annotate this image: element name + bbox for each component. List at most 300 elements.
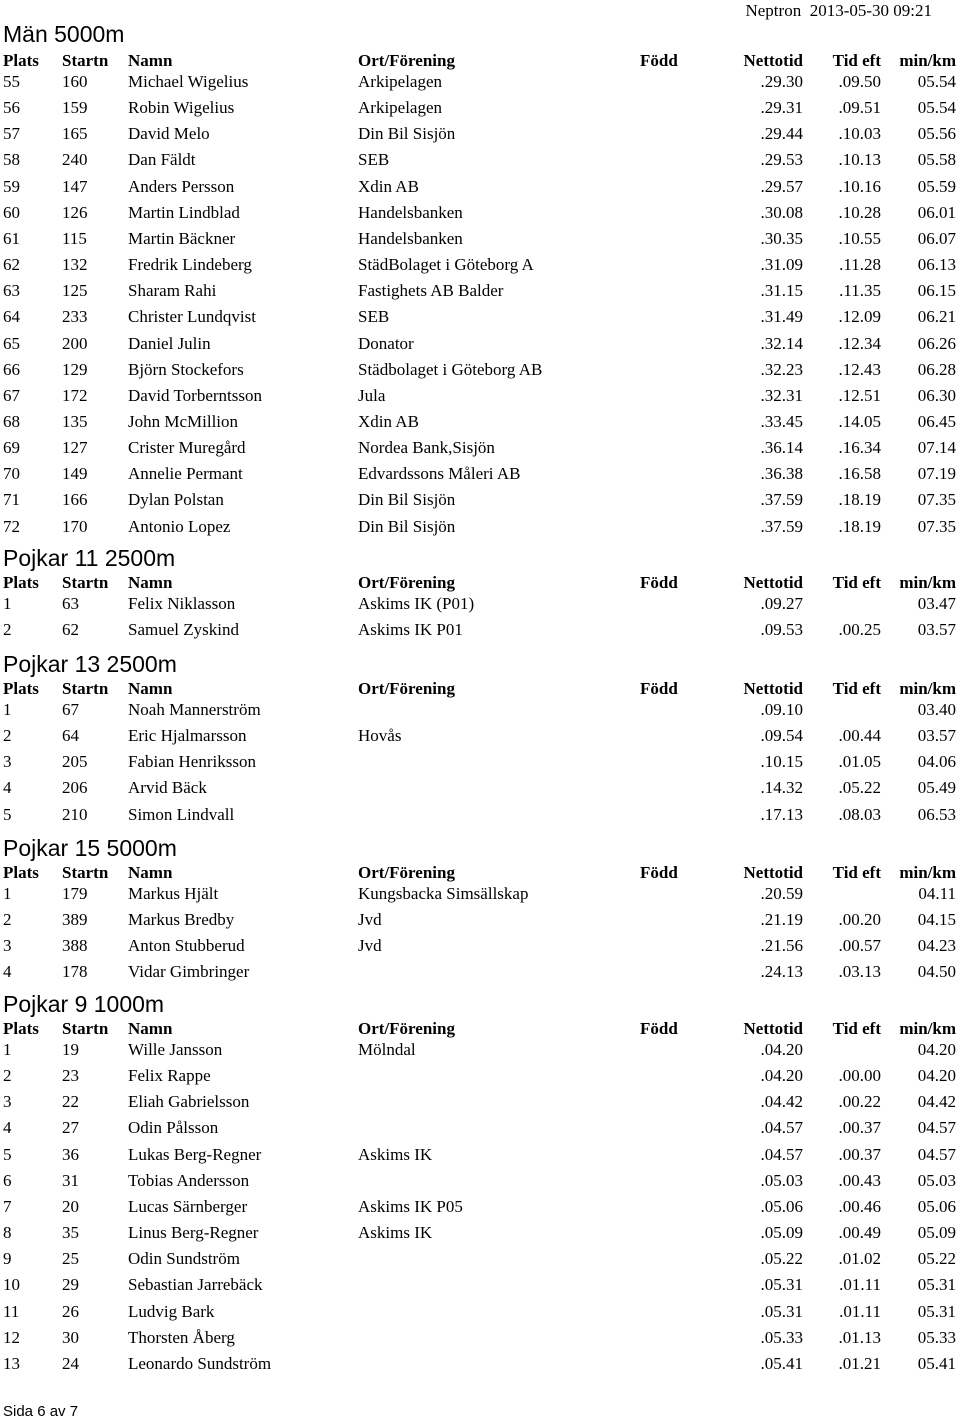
- cell-namn: Dan Fäldt: [128, 150, 196, 170]
- cell-ort: Handelsbanken: [358, 228, 463, 248]
- column-header-ort: Ort/Förening: [358, 863, 455, 882]
- column-header-netto: Nettotid: [743, 51, 803, 70]
- column-header-namn: Namn: [128, 51, 173, 70]
- cell-tideft: .08.03: [838, 804, 881, 824]
- cell-tideft: .11.28: [839, 255, 881, 275]
- cell-startn: 62: [62, 620, 79, 640]
- cell-namn: Fredrik Lindeberg: [128, 255, 252, 275]
- cell-tideft: .01.02: [838, 1249, 881, 1269]
- result-row: [0, 591, 960, 617]
- cell-tideft: .00.44: [838, 726, 881, 746]
- cell-minkm: 05.49: [917, 778, 956, 798]
- column-header-tideft: Tid eft: [832, 679, 881, 698]
- cell-startn: 165: [62, 124, 88, 144]
- cell-plats: 2: [3, 726, 12, 746]
- cell-netto: .09.27: [760, 594, 803, 613]
- cell-plats: 2: [3, 1066, 12, 1086]
- cell-plats: 1: [3, 594, 12, 613]
- cell-minkm: 04.20: [917, 1040, 956, 1059]
- cell-plats: 68: [3, 411, 20, 431]
- cell-namn: Markus Bredby: [128, 910, 235, 930]
- cell-namn: Martin Bäckner: [128, 228, 236, 248]
- cell-minkm: 07.35: [917, 490, 956, 510]
- cell-startn: 27: [62, 1118, 79, 1138]
- cell-ort: Städbolaget i Göteborg AB: [358, 359, 543, 379]
- cell-netto: .32.31: [760, 385, 803, 405]
- section-title: Pojkar 15 5000m: [3, 835, 177, 861]
- cell-plats: 4: [3, 1118, 12, 1138]
- column-header-namn: Namn: [128, 573, 173, 592]
- cell-namn: Anders Persson: [128, 176, 235, 196]
- column-header-plats: Plats: [3, 679, 39, 698]
- cell-netto: .05.03: [760, 1170, 803, 1190]
- cell-ort: SEB: [358, 150, 390, 170]
- cell-plats: 9: [3, 1249, 12, 1269]
- cell-plats: 7: [3, 1196, 12, 1216]
- cell-tideft: .10.13: [838, 150, 881, 170]
- cell-plats: 4: [3, 778, 12, 798]
- cell-minkm: 03.57: [917, 620, 956, 640]
- cell-ort: Din Bil Sisjön: [358, 124, 456, 144]
- cell-tideft: .12.34: [838, 333, 881, 353]
- cell-ort: Askims IK P01: [358, 620, 463, 640]
- cell-namn: Daniel Julin: [128, 333, 211, 353]
- cell-minkm: 04.15: [917, 910, 956, 930]
- cell-namn: Thorsten Åberg: [128, 1327, 235, 1347]
- cell-ort: Askims IK: [358, 1144, 433, 1164]
- cell-plats: 1: [3, 884, 12, 903]
- cell-plats: 71: [3, 490, 20, 510]
- cell-ort: Askims IK: [358, 1223, 433, 1243]
- result-row: [0, 959, 960, 985]
- cell-namn: Crister Muregård: [128, 438, 246, 458]
- cell-netto: .05.31: [760, 1275, 803, 1295]
- column-header-startn: Startn: [62, 51, 109, 70]
- result-row: [0, 69, 960, 95]
- cell-ort: Din Bil Sisjön: [358, 516, 456, 536]
- result-row: [0, 1037, 960, 1063]
- result-row: [0, 697, 960, 723]
- cell-plats: 55: [3, 72, 20, 91]
- cell-tideft: .00.37: [838, 1144, 881, 1164]
- cell-namn: Antonio Lopez: [128, 516, 231, 536]
- result-row: [0, 226, 960, 252]
- column-header-startn: Startn: [62, 679, 109, 698]
- cell-netto: .33.45: [760, 411, 803, 431]
- cell-netto: .36.14: [760, 438, 803, 458]
- cell-tideft: .16.58: [838, 464, 881, 484]
- result-row: [0, 304, 960, 330]
- cell-minkm: 06.07: [917, 228, 956, 248]
- cell-namn: Annelie Permant: [128, 464, 243, 484]
- cell-plats: 8: [3, 1223, 12, 1243]
- section-title: Pojkar 9 1000m: [3, 991, 165, 1017]
- cell-plats: 61: [3, 228, 20, 248]
- result-row: [0, 278, 960, 304]
- result-row: [0, 775, 960, 801]
- cell-namn: Ludvig Bark: [128, 1301, 215, 1321]
- cell-namn: Felix Niklasson: [128, 594, 236, 613]
- cell-plats: 2: [3, 620, 12, 640]
- section-title: Pojkar 11 2500m: [3, 545, 176, 571]
- column-header-ort: Ort/Förening: [358, 1019, 455, 1038]
- result-row: [0, 121, 960, 147]
- cell-plats: 3: [3, 752, 12, 772]
- cell-plats: 67: [3, 385, 20, 405]
- cell-plats: 5: [3, 1144, 12, 1164]
- cell-namn: Felix Rappe: [128, 1066, 211, 1086]
- cell-minkm: 05.31: [917, 1275, 956, 1295]
- column-header-fodd: Född: [640, 863, 678, 882]
- cell-plats: 5: [3, 804, 12, 824]
- result-row: [0, 617, 960, 643]
- cell-minkm: 05.41: [917, 1353, 956, 1373]
- cell-namn: Samuel Zyskind: [128, 620, 239, 640]
- result-row: [0, 357, 960, 383]
- cell-namn: Leonardo Sundström: [128, 1353, 272, 1373]
- result-row: [0, 1063, 960, 1089]
- column-header-fodd: Född: [640, 679, 678, 698]
- result-row: [0, 383, 960, 409]
- column-header-ort: Ort/Förening: [358, 679, 455, 698]
- cell-namn: Martin Lindblad: [128, 202, 240, 222]
- column-header-minkm: min/km: [899, 51, 956, 70]
- cell-plats: 1: [3, 1040, 12, 1059]
- cell-tideft: .00.22: [838, 1092, 881, 1112]
- result-row: [0, 723, 960, 749]
- cell-tideft: .00.25: [838, 620, 881, 640]
- cell-minkm: 03.57: [917, 726, 956, 746]
- column-header-minkm: min/km: [899, 679, 956, 698]
- result-row: [0, 1299, 960, 1325]
- cell-tideft: .01.05: [838, 752, 881, 772]
- cell-startn: 23: [62, 1066, 79, 1086]
- cell-plats: 12: [3, 1327, 20, 1347]
- column-header-tideft: Tid eft: [832, 1019, 881, 1038]
- cell-minkm: 05.59: [917, 176, 956, 196]
- cell-netto: .04.57: [760, 1118, 803, 1138]
- column-header-ort: Ort/Förening: [358, 573, 455, 592]
- cell-minkm: 04.57: [917, 1118, 956, 1138]
- cell-plats: 70: [3, 464, 20, 484]
- section-title: Pojkar 13 2500m: [3, 651, 177, 677]
- cell-plats: 13: [3, 1353, 20, 1373]
- column-header-namn: Namn: [128, 863, 173, 882]
- cell-namn: Björn Stockefors: [128, 359, 244, 379]
- cell-minkm: 06.30: [917, 385, 956, 405]
- cell-startn: 127: [62, 438, 88, 458]
- cell-namn: Lukas Berg-Regner: [128, 1144, 262, 1164]
- cell-ort: Askims IK P05: [358, 1196, 463, 1216]
- cell-plats: 57: [3, 124, 20, 144]
- cell-ort: Jvd: [358, 936, 382, 956]
- cell-startn: 233: [62, 307, 88, 327]
- column-header-fodd: Född: [640, 51, 678, 70]
- cell-ort: Askims IK (P01): [358, 594, 475, 613]
- cell-namn: David Melo: [128, 124, 210, 144]
- cell-netto: .29.30: [760, 72, 803, 91]
- cell-tideft: .10.28: [838, 202, 881, 222]
- column-header-fodd: Född: [640, 1019, 678, 1038]
- result-row: [0, 1142, 960, 1168]
- cell-netto: .05.06: [760, 1196, 803, 1216]
- result-row: [0, 1168, 960, 1194]
- cell-netto: .37.59: [760, 516, 803, 536]
- cell-tideft: .00.00: [838, 1066, 881, 1086]
- cell-plats: 63: [3, 281, 20, 301]
- column-header-fodd: Född: [640, 573, 678, 592]
- cell-startn: 170: [62, 516, 88, 536]
- cell-netto: .29.31: [760, 98, 803, 118]
- column-header-namn: Namn: [128, 679, 173, 698]
- cell-tideft: .14.05: [838, 411, 881, 431]
- cell-namn: Odin Sundström: [128, 1249, 240, 1269]
- cell-tideft: .12.51: [838, 385, 881, 405]
- cell-startn: 240: [62, 150, 88, 170]
- cell-ort: Jvd: [358, 910, 382, 930]
- cell-ort: Handelsbanken: [358, 202, 463, 222]
- cell-tideft: .09.51: [838, 98, 881, 118]
- cell-startn: 36: [62, 1144, 79, 1164]
- column-header-tideft: Tid eft: [832, 573, 881, 592]
- cell-netto: .31.15: [760, 281, 803, 301]
- result-row: [0, 95, 960, 121]
- column-header-plats: Plats: [3, 1019, 39, 1038]
- cell-minkm: 07.19: [917, 464, 956, 484]
- cell-minkm: 04.23: [917, 936, 956, 956]
- column-header-netto: Nettotid: [743, 573, 803, 592]
- cell-tideft: .01.11: [839, 1301, 881, 1321]
- cell-netto: .09.53: [760, 620, 803, 640]
- cell-plats: 66: [3, 359, 20, 379]
- cell-startn: 389: [62, 910, 88, 930]
- cell-plats: 6: [3, 1170, 12, 1190]
- cell-tideft: .11.35: [839, 281, 881, 301]
- cell-ort: SEB: [358, 307, 390, 327]
- column-header-ort: Ort/Förening: [358, 51, 455, 70]
- cell-netto: .05.09: [760, 1223, 803, 1243]
- cell-minkm: 05.06: [917, 1196, 956, 1216]
- cell-ort: Edvardssons Måleri AB: [358, 464, 521, 484]
- cell-netto: .04.20: [760, 1066, 803, 1086]
- result-row: [0, 331, 960, 357]
- result-row: [0, 1115, 960, 1141]
- cell-netto: .37.59: [760, 490, 803, 510]
- cell-plats: 1: [3, 700, 12, 719]
- cell-minkm: 06.45: [917, 411, 956, 431]
- result-row: [0, 200, 960, 226]
- cell-plats: 2: [3, 910, 12, 930]
- cell-ort: Kungsbacka Simsällskap: [358, 884, 529, 903]
- cell-startn: 115: [62, 228, 87, 248]
- cell-minkm: 05.31: [917, 1301, 956, 1321]
- cell-netto: .30.35: [760, 228, 803, 248]
- result-row: [0, 1246, 960, 1272]
- report-datetime: 2013-05-30 09:21: [809, 1, 932, 20]
- cell-tideft: .10.03: [838, 124, 881, 144]
- cell-startn: 30: [62, 1327, 79, 1347]
- cell-startn: 19: [62, 1040, 79, 1059]
- cell-startn: 22: [62, 1092, 79, 1112]
- cell-ort: Arkipelagen: [358, 72, 443, 91]
- cell-namn: Eliah Gabrielsson: [128, 1092, 250, 1112]
- cell-namn: Anton Stubberud: [128, 936, 245, 956]
- result-row: [0, 1089, 960, 1115]
- cell-ort: Mölndal: [358, 1040, 416, 1059]
- cell-minkm: 05.54: [917, 72, 956, 91]
- result-row: [0, 1220, 960, 1246]
- cell-namn: Fabian Henriksson: [128, 752, 256, 772]
- cell-netto: .20.59: [760, 884, 803, 903]
- cell-namn: Arvid Bäck: [128, 778, 207, 798]
- cell-startn: 20: [62, 1196, 79, 1216]
- result-row: [0, 933, 960, 959]
- cell-minkm: 04.11: [918, 884, 956, 903]
- column-header-plats: Plats: [3, 863, 39, 882]
- cell-netto: .29.44: [760, 124, 803, 144]
- cell-tideft: .00.49: [838, 1223, 881, 1243]
- cell-netto: .36.38: [760, 464, 803, 484]
- cell-startn: 67: [62, 700, 79, 719]
- cell-netto: .32.14: [760, 333, 803, 353]
- column-header-tideft: Tid eft: [832, 863, 881, 882]
- cell-plats: 59: [3, 176, 20, 196]
- cell-tideft: .01.21: [838, 1353, 881, 1373]
- column-header-netto: Nettotid: [743, 679, 803, 698]
- cell-namn: Lucas Särnberger: [128, 1196, 248, 1216]
- cell-startn: 26: [62, 1301, 79, 1321]
- cell-minkm: 06.15: [917, 281, 956, 301]
- cell-minkm: 05.22: [917, 1249, 956, 1269]
- cell-plats: 64: [3, 307, 20, 327]
- cell-minkm: 07.14: [917, 438, 956, 458]
- cell-ort: Nordea Bank,Sisjön: [358, 438, 495, 458]
- cell-startn: 200: [62, 333, 88, 353]
- cell-minkm: 04.06: [917, 752, 956, 772]
- cell-tideft: .00.20: [838, 910, 881, 930]
- cell-ort: Xdin AB: [358, 411, 419, 431]
- cell-ort: Din Bil Sisjön: [358, 490, 456, 510]
- cell-startn: 178: [62, 962, 88, 982]
- cell-netto: .05.22: [760, 1249, 803, 1269]
- cell-plats: 3: [3, 1092, 12, 1112]
- cell-netto: .30.08: [760, 202, 803, 222]
- cell-minkm: 04.57: [917, 1144, 956, 1164]
- cell-minkm: 04.42: [917, 1092, 956, 1112]
- cell-startn: 29: [62, 1275, 79, 1295]
- cell-minkm: 05.58: [917, 150, 956, 170]
- cell-plats: 60: [3, 202, 20, 222]
- cell-netto: .04.20: [760, 1040, 803, 1059]
- cell-startn: 63: [62, 594, 79, 613]
- cell-startn: 179: [62, 884, 88, 903]
- section-title: Män 5000m: [3, 21, 125, 47]
- cell-plats: 56: [3, 98, 20, 118]
- cell-startn: 31: [62, 1170, 79, 1190]
- cell-ort: Xdin AB: [358, 176, 419, 196]
- cell-startn: 166: [62, 490, 88, 510]
- cell-namn: Michael Wigelius: [128, 72, 249, 91]
- cell-minkm: 06.01: [917, 202, 956, 222]
- cell-namn: Robin Wigelius: [128, 98, 235, 118]
- cell-netto: .32.23: [760, 359, 803, 379]
- cell-namn: Noah Mannerström: [128, 700, 261, 719]
- cell-netto: .21.56: [760, 936, 803, 956]
- cell-startn: 160: [62, 72, 88, 91]
- cell-netto: .05.33: [760, 1327, 803, 1347]
- result-row: [0, 907, 960, 933]
- cell-minkm: 05.33: [917, 1327, 956, 1347]
- cell-startn: 64: [62, 726, 79, 746]
- result-row: [0, 409, 960, 435]
- column-header-netto: Nettotid: [743, 1019, 803, 1038]
- cell-startn: 210: [62, 804, 88, 824]
- result-row: [0, 461, 960, 487]
- cell-minkm: 06.21: [917, 307, 956, 327]
- cell-minkm: 07.35: [917, 516, 956, 536]
- result-row: [0, 802, 960, 828]
- cell-minkm: 03.40: [917, 700, 956, 719]
- cell-namn: Sebastian Jarrebäck: [128, 1275, 263, 1295]
- cell-tideft: .03.13: [838, 962, 881, 982]
- cell-tideft: .09.50: [838, 72, 881, 91]
- cell-ort: Jula: [358, 385, 386, 405]
- cell-netto: .09.54: [760, 726, 803, 746]
- cell-plats: 10: [3, 1275, 20, 1295]
- cell-ort: Hovås: [358, 726, 402, 746]
- cell-tideft: .12.09: [838, 307, 881, 327]
- cell-tideft: .00.37: [838, 1118, 881, 1138]
- result-row: [0, 252, 960, 278]
- result-row: [0, 487, 960, 513]
- cell-plats: 69: [3, 438, 20, 458]
- cell-startn: 172: [62, 385, 88, 405]
- cell-namn: John McMillion: [128, 411, 239, 431]
- cell-netto: .17.13: [760, 804, 803, 824]
- cell-netto: .31.09: [760, 255, 803, 275]
- cell-minkm: 05.54: [917, 98, 956, 118]
- cell-startn: 126: [62, 202, 88, 222]
- cell-ort: StädBolaget i Göteborg A: [358, 255, 534, 275]
- cell-startn: 205: [62, 752, 88, 772]
- cell-netto: .14.32: [760, 778, 803, 798]
- cell-netto: .21.19: [760, 910, 803, 930]
- cell-netto: .24.13: [760, 962, 803, 982]
- cell-netto: .09.10: [760, 700, 803, 719]
- cell-startn: 35: [62, 1223, 79, 1243]
- cell-netto: .04.57: [760, 1144, 803, 1164]
- cell-minkm: 03.47: [917, 594, 956, 613]
- cell-plats: 3: [3, 936, 12, 956]
- cell-plats: 65: [3, 333, 20, 353]
- cell-ort: Fastighets AB Balder: [358, 281, 504, 301]
- cell-minkm: 05.56: [917, 124, 956, 144]
- cell-startn: 159: [62, 98, 88, 118]
- column-header-startn: Startn: [62, 863, 109, 882]
- column-header-tideft: Tid eft: [832, 51, 881, 70]
- cell-startn: 25: [62, 1249, 79, 1269]
- cell-plats: 62: [3, 255, 20, 275]
- column-header-minkm: min/km: [899, 1019, 956, 1038]
- column-header-plats: Plats: [3, 573, 39, 592]
- cell-tideft: .01.13: [838, 1327, 881, 1347]
- cell-netto: .05.41: [760, 1353, 803, 1373]
- cell-plats: 4: [3, 962, 12, 982]
- result-row: [0, 1194, 960, 1220]
- column-header-startn: Startn: [62, 1019, 109, 1038]
- cell-minkm: 06.53: [917, 804, 956, 824]
- result-row: [0, 147, 960, 173]
